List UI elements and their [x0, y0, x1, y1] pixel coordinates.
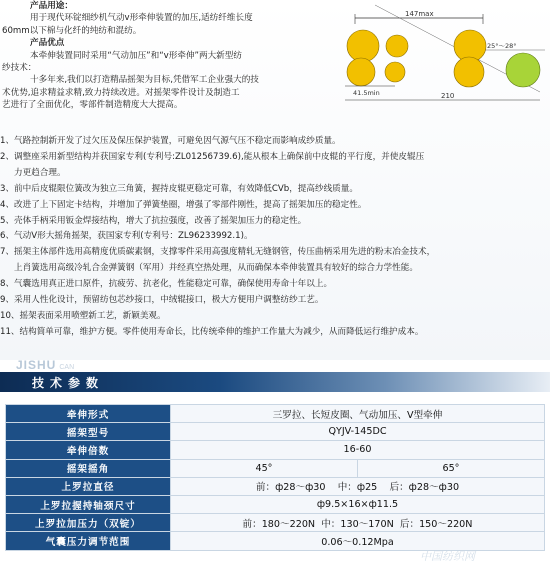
spec-value-angle-45: 45°: [171, 459, 358, 477]
label-angle: 25°～28°: [487, 42, 517, 50]
table-row: [6, 423, 545, 441]
brand-logo: [16, 358, 74, 372]
feature-item-2: 2、调整座采用新型结构并获国家专利(专利号:ZL01256739.6),能从根本上确保前中皮辊的平行度，并使皮辊压: [0, 151, 425, 162]
feature-item-8: 8、气囊选用真正进口原件，抗疲劳、抗老化，性能稳定可靠，确保使用寿命十年以上。: [0, 279, 333, 290]
feature-item-10: 10、摇架表面采用喷塑新工艺，新颖美观。: [0, 310, 166, 321]
table-row: [6, 405, 545, 423]
section-header-band: [0, 372, 550, 392]
intro-section: [0, 0, 345, 112]
spec-value-pressure: 前：180～220N 中：130～170N 后：150～220N: [171, 514, 545, 532]
roller-middle-top: [386, 35, 408, 57]
feature-item-7-cont: 上肖簧选用高级冷轧合金弹簧钢（军用）并经真空热处理，从而确保本牵伸装置具有较好的综合力学性能。: [14, 263, 418, 274]
table-row: [6, 495, 545, 513]
table-row: [6, 477, 545, 495]
label-210: 210: [441, 92, 455, 100]
feature-item-11: 11、结构简单可靠，维护方便。零件使用寿命长，比传统牵伸的维护工作量大为减少，从而降低运行维护成本。: [0, 326, 424, 337]
use-line-2: 60mm以下棉与化纤的纯纺和混纺。: [2, 25, 142, 36]
feature-list: [0, 134, 548, 341]
roller-diagram: [345, 0, 550, 110]
roller-back-top: [347, 30, 379, 62]
spec-table: [5, 404, 545, 551]
feature-item-4: 4、改进了上下固定卡结构，并增加了弹簧垫圈，增强了零部件刚性，提高了摇架加压的稳定性。: [0, 199, 367, 210]
feature-item-9: 9、采用人性化设计，预留纺包芯纱接口，中绒辊接口，极大方便用户调整纺纱工艺。: [0, 295, 324, 306]
watermark: 中国纺织网: [420, 550, 475, 563]
table-row: [6, 459, 545, 477]
brand-logo-sub: CAN: [59, 364, 75, 371]
spec-label-neck-size: 上罗拉握持轴颈尺寸: [6, 495, 171, 513]
roller-green: [506, 53, 540, 87]
use-heading: 产品用途：: [30, 1, 73, 11]
label-147: 147max: [405, 10, 434, 18]
roller-diagram-svg: [345, 0, 550, 110]
spec-label-pressure: 上罗拉加压力（双锭）: [6, 514, 171, 532]
roller-back-bottom: [347, 58, 375, 86]
feature-item-2-cont: 力更趋合理。: [14, 167, 66, 178]
spec-label-draft-ratio: 牵伸倍数: [6, 441, 171, 459]
feature-item-1: 1、气路控制新开发了过欠压及保压保护装置，可避免因气源气压不稳定而影响成纱质量。: [0, 136, 341, 146]
adv-line-1: 本牵伸装置同时采用“气动加压”和“v形牵伸”两大新型纺: [30, 50, 242, 61]
spec-label-air-range: 气囊压力调节范围: [6, 532, 171, 550]
spec-value-draft-ratio: 16-60: [171, 441, 545, 459]
decade-line-3: 艺进行了全面优化，零部件制造精度大大提高。: [2, 100, 183, 111]
feature-item-5: 5、壳体手柄采用钣金焊接结构，增大了抗拉强度，改善了摇架加压力的稳定性。: [0, 215, 307, 226]
spec-value-air-range: 0.06～0.12Mpa: [171, 532, 545, 550]
spec-label-top-roller-dia: 上罗拉直径: [6, 477, 171, 495]
use-line-1: 用于现代环锭细纱机气动v形牵伸装置的加压,适纺纤维长度: [30, 13, 253, 24]
spec-label-angle: 摇架摇角: [6, 459, 171, 477]
decade-line-1: 十多年来,我们以打造精品摇架为目标,凭借军工企业强大的技: [30, 75, 259, 86]
decade-line-2: 术优势,追求精益求精,致力持续改进。对摇架零件设计及制造工: [2, 87, 240, 98]
feature-item-3: 3、前中后皮辊限位簧改为独立三角簧，握持皮辊更稳定可靠，有效降低CVb，提高纱线质量。: [0, 183, 358, 194]
spec-value-drafting-form: 三罗拉、长短皮圈、气动加压、V型牵伸: [171, 405, 545, 423]
spec-value-top-roller-dia: 前：ф28～ф30 中：ф25 后：ф28～ф30: [171, 477, 545, 495]
spec-label-drafting-form: 牵伸形式: [6, 405, 171, 423]
spec-value-angle-65: 65°: [357, 459, 544, 477]
feature-item-6: 6、气动V形大摇角摇架，获国家专利(专利号：ZL96233992.1)。: [0, 231, 253, 242]
adv-line-2: 纱技术：: [2, 63, 37, 74]
spec-value-neck-size: ф9.5×16×ф11.5: [171, 495, 545, 513]
brand-logo-text: JISHU: [16, 358, 57, 372]
section-title: 技术参数: [32, 376, 105, 390]
roller-middle-bottom: [385, 62, 405, 82]
label-41: 41.5min: [353, 89, 380, 97]
table-row: [6, 441, 545, 459]
spec-label-model: 摇架型号: [6, 423, 171, 441]
spec-value-model: QYJV-145DC: [171, 423, 545, 441]
roller-front-bottom: [454, 57, 484, 87]
advantages-heading: 产品优点: [30, 38, 65, 49]
feature-item-7: 7、摇架主体部件选用高精度优质碳素钢，支撑零件采用高强度精轧无缝钢管，传压曲柄采用先进的粉末冶金技术，: [0, 247, 436, 258]
table-row: [6, 514, 545, 532]
